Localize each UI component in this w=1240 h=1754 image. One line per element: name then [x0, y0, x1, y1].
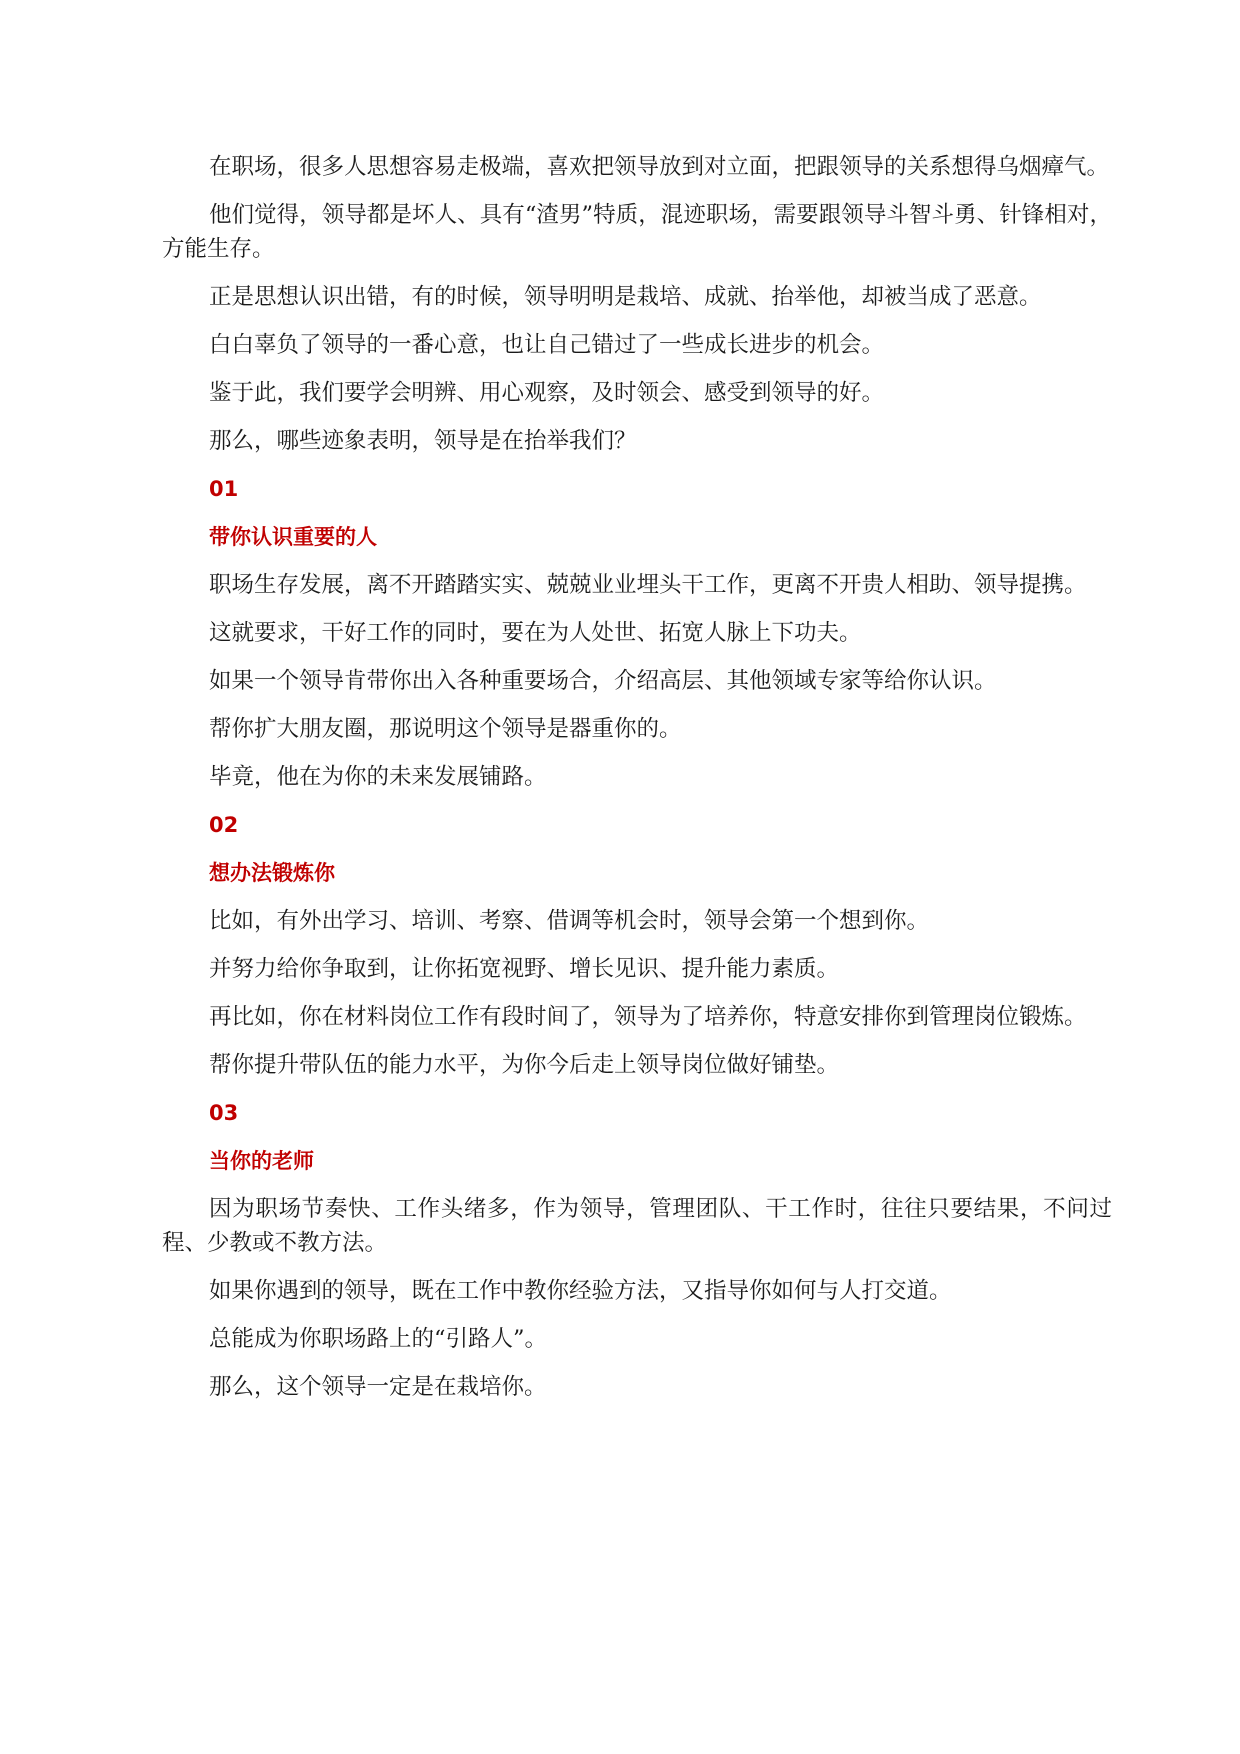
section-1-paragraph-3: 如果一个领导肯带你出入各种重要场合，介绍高层、其他领域专家等给你认识。 — [209, 668, 997, 694]
intro-paragraph-1: 在职场，很多人思想容易走极端，喜欢把领导放到对立面，把跟领导的关系想得乌烟瘴气。 — [209, 154, 1110, 180]
section-1-paragraph-2: 这就要求，干好工作的同时，要在为人处世、拓宽人脉上下功夫。 — [209, 620, 862, 646]
section-2-paragraph-3: 再比如，你在材料岗位工作有段时间了，领导为了培养你，特意安排你到管理岗位锻炼。 — [209, 1004, 1087, 1030]
section-1-paragraph-4: 帮你扩大朋友圈，那说明这个领导是器重你的。 — [209, 716, 682, 742]
section-3-number: 03 — [209, 1101, 239, 1125]
section-1-title: 带你认识重要的人 — [209, 525, 377, 549]
intro-paragraph-4: 白白辜负了领导的一番心意，也让自己错过了一些成长进步的机会。 — [209, 332, 885, 358]
section-2-number: 02 — [209, 813, 239, 837]
section-3-paragraph-3: 总能成为你职场路上的“引路人”。 — [209, 1326, 548, 1352]
section-3-paragraph-1: 因为职场节奏快、工作头绪多，作为领导，管理团队、干工作时，往往只要结果，不问过程、少教或不教方法。 — [162, 1196, 1112, 1256]
section-3-paragraph-4: 那么，这个领导一定是在栽培你。 — [209, 1374, 547, 1400]
intro-paragraph-3: 正是思想认识出错，有的时候，领导明明是栽培、成就、抬举他，却被当成了恶意。 — [209, 284, 1042, 310]
section-1-number: 01 — [209, 477, 239, 501]
section-1-paragraph-5: 毕竟，他在为你的未来发展铺路。 — [209, 764, 547, 790]
intro-paragraph-5: 鉴于此，我们要学会明辨、用心观察，及时领会、感受到领导的好。 — [209, 380, 885, 406]
section-2-paragraph-4: 帮你提升带队伍的能力水平，为你今后走上领导岗位做好铺垫。 — [209, 1052, 840, 1078]
section-2-paragraph-2: 并努力给你争取到，让你拓宽视野、增长见识、提升能力素质。 — [209, 956, 840, 982]
section-3-paragraph-2: 如果你遇到的领导，既在工作中教你经验方法，又指导你如何与人打交道。 — [209, 1278, 952, 1304]
intro-paragraph-2: 他们觉得，领导都是坏人、具有“渣男”特质，混迹职场，需要跟领导斗智斗勇、针锋相对，方能生存。 — [162, 202, 1112, 262]
section-2-title: 想办法锻炼你 — [209, 861, 335, 885]
document-page — [162, 150, 1112, 1418]
section-3-title: 当你的老师 — [209, 1149, 314, 1173]
section-2-paragraph-1: 比如，有外出学习、培训、考察、借调等机会时，领导会第一个想到你。 — [209, 908, 930, 934]
intro-paragraph-6: 那么，哪些迹象表明，领导是在抬举我们？ — [209, 428, 637, 454]
section-1-paragraph-1: 职场生存发展，离不开踏踏实实、兢兢业业埋头干工作，更离不开贵人相助、领导提携。 — [209, 572, 1087, 598]
